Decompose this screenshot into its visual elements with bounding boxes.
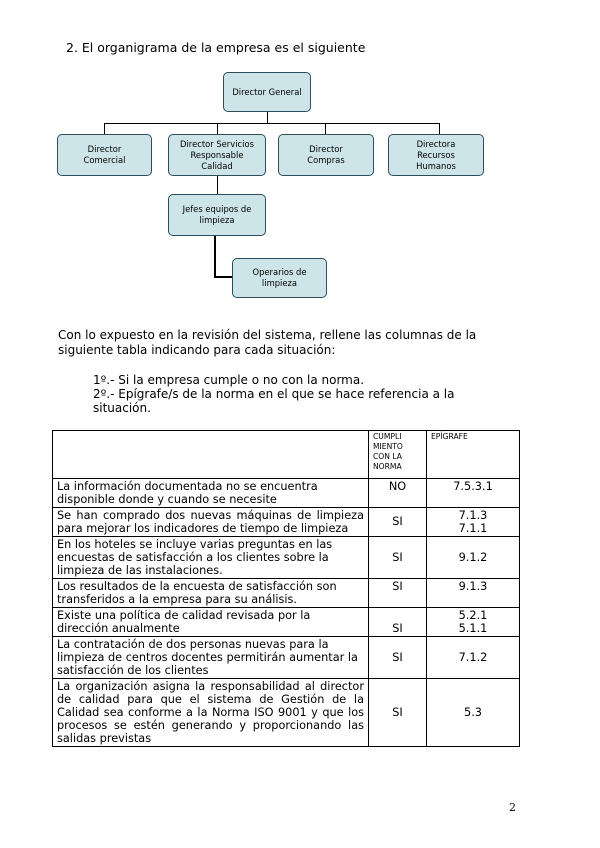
- org-box-directora-rrhh: Directora Recursos Humanos: [388, 134, 484, 176]
- cumple-cell: SI: [369, 537, 427, 579]
- situacion-cell: En los hoteles se incluye varias preguntas en las encuestas de satisfacción a los clientes sobre la limpieza de las instalaciones.: [53, 537, 369, 579]
- epigrafe-cell: 7.1.3 7.1.1: [427, 508, 520, 537]
- situacion-cell: Existe una política de calidad revisada por la dirección anualmente: [53, 608, 369, 637]
- situacion-cell: Se han comprado dos nuevas máquinas de limpieza para mejorar los indicadores de tiempo de limpieza: [53, 508, 369, 537]
- situacion-cell: La información documentada no se encuentra disponible donde y cuando se necesite: [53, 479, 369, 508]
- situacion-cell: Los resultados de la encuesta de satisfacción son transferidos a la empresa para su análisis.: [53, 579, 369, 608]
- header-epigrafe: EPÍGRAFE: [427, 431, 520, 479]
- section-heading: 2. El organigrama de la empresa es el siguiente: [66, 40, 366, 55]
- table-row: [53, 579, 520, 608]
- intro-paragraph: Con lo expuesto en la revisión del sistema, rellene las columnas de la siguiente tabla indicando para cada situación:: [58, 328, 477, 357]
- epigrafe-cell: 9.1.2: [427, 537, 520, 579]
- epigrafe-cell: 7.5.3.1: [427, 479, 520, 508]
- instruction-step-2: 2º.- Epígrafe/s de la norma en el que se hace referencia a la situación.: [93, 387, 455, 415]
- cumple-cell: SI: [369, 579, 427, 608]
- epigrafe-cell: 7.1.2: [427, 637, 520, 679]
- table-row: [53, 679, 520, 747]
- table-row: [53, 608, 520, 637]
- org-box-director-general: Director General: [223, 72, 311, 112]
- table-header-row: [53, 431, 520, 479]
- compliance-table: [52, 430, 520, 747]
- org-box-director-servicios: Director Servicios Responsable Calidad: [168, 134, 266, 176]
- epigrafe-cell: 5.2.1 5.1.1: [427, 608, 520, 637]
- page-number: 2: [509, 801, 516, 814]
- situacion-cell: La organización asigna la responsabilidad al director de calidad para que el sistema de Gestión de la Calidad sea conforme a la Norma ISO 9001 y que los procesos se estén generando y proporcionando las salidas previstas: [53, 679, 369, 747]
- org-box-jefes-limpieza: Jefes equipos de limpieza: [168, 194, 266, 236]
- instruction-step-1: 1º.- Si la empresa cumple o no con la norma.: [93, 373, 365, 387]
- cumple-cell: SI: [369, 637, 427, 679]
- cumple-cell: SI: [369, 508, 427, 537]
- org-box-director-compras: Director Compras: [278, 134, 374, 176]
- epigrafe-cell: 9.1.3: [427, 579, 520, 608]
- table-row: [53, 537, 520, 579]
- org-box-director-comercial: Director Comercial: [57, 134, 152, 176]
- table-row: [53, 479, 520, 508]
- cumple-cell: SI: [369, 679, 427, 747]
- cumple-cell: NO: [369, 479, 427, 508]
- epigrafe-cell: 5.3: [427, 679, 520, 747]
- header-situacion-cell: [53, 431, 369, 479]
- org-box-operarios-limpieza: Operarios de limpieza: [232, 258, 327, 298]
- table-row: [53, 508, 520, 537]
- cumple-cell: SI: [369, 608, 427, 637]
- situacion-cell: La contratación de dos personas nuevas para la limpieza de centros docentes permitirán aumentar la satisfacción de los clientes: [53, 637, 369, 679]
- header-cumplimiento: CUMPLI MIENTO CON LA NORMA: [369, 431, 427, 479]
- table-row: [53, 637, 520, 679]
